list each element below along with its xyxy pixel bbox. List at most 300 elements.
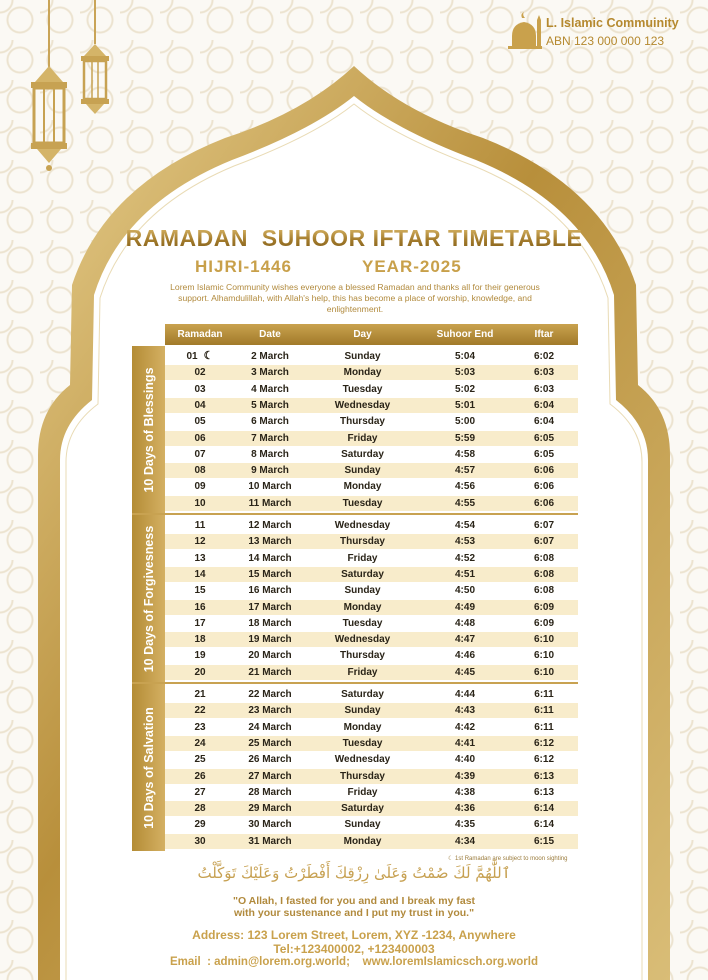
- cell-iftar-time: [510, 736, 578, 751]
- cell-suhoor-time: [420, 632, 510, 647]
- cell-weekday: [305, 632, 420, 647]
- cell-date-text: 26 March: [248, 754, 292, 766]
- cell-iftar-time-text: 6:08: [533, 552, 554, 564]
- table-row: [165, 382, 578, 397]
- cell-weekday: [305, 463, 420, 478]
- cell-iftar-time-text: 6:07: [533, 520, 554, 531]
- cell-weekday: [305, 687, 420, 702]
- cell-weekday-text: Monday: [343, 481, 382, 493]
- table-row: [165, 736, 578, 751]
- cell-weekday-text: Saturday: [341, 568, 384, 580]
- cell-date: [235, 431, 305, 446]
- cell-weekday-text: Monday: [343, 721, 382, 733]
- section-label-text: 10 Days of Salvation: [141, 706, 156, 829]
- cell-ramadan-day-text: 01: [186, 351, 198, 362]
- table-row: [165, 398, 578, 413]
- cell-iftar-time: [510, 567, 578, 582]
- cell-date-text: 17 March: [248, 601, 292, 613]
- cell-ramadan-day: [165, 785, 235, 800]
- cell-iftar-time-text: 6:05: [533, 432, 554, 444]
- cell-date: [235, 496, 305, 511]
- cell-weekday: [305, 479, 420, 494]
- cell-weekday-text: Saturday: [341, 448, 384, 460]
- cell-suhoor-time-text: 4:40: [454, 754, 475, 766]
- cell-date: [235, 665, 305, 680]
- cell-iftar-time-text: 6:10: [533, 650, 554, 662]
- cell-iftar-time-text: 6:06: [533, 497, 554, 509]
- cell-weekday: [305, 616, 420, 631]
- cell-ramadan-day-text: 16: [194, 601, 206, 613]
- cell-date: [235, 518, 305, 533]
- dua-line-1: "O Allah, I fasted for you and and I break my fast: [232, 895, 476, 907]
- table-row: [165, 801, 578, 816]
- cell-iftar-time-text: 6:11: [534, 689, 554, 700]
- cell-date-text: 12 March: [248, 520, 292, 531]
- cell-weekday-text: Monday: [343, 367, 382, 379]
- cell-suhoor-time-text: 5:02: [454, 383, 475, 395]
- cell-date: [235, 703, 305, 718]
- cell-date-text: 4 March: [251, 383, 289, 395]
- cell-suhoor-time-text: 4:54: [454, 520, 475, 531]
- cell-weekday: [305, 834, 420, 849]
- cell-suhoor-time: [420, 414, 510, 429]
- cell-date-text: 14 March: [248, 552, 292, 564]
- cell-date: [235, 632, 305, 647]
- cell-weekday-text: Tuesday: [342, 383, 383, 395]
- cell-weekday-text: Friday: [347, 432, 378, 444]
- cell-ramadan-day-text: 11: [194, 520, 206, 531]
- cell-weekday-text: Friday: [347, 786, 378, 798]
- header-suhoor: Suhoor End: [436, 329, 494, 340]
- cell-weekday-text: Wednesday: [334, 754, 391, 766]
- cell-ramadan-day: [165, 736, 235, 751]
- cell-suhoor-time-text: 4:42: [454, 721, 475, 733]
- cell-date-text: 16 March: [248, 585, 292, 597]
- cell-iftar-time-text: 6:08: [533, 568, 554, 580]
- cell-ramadan-day-text: 26: [194, 770, 206, 782]
- cell-ramadan-day: [165, 414, 235, 429]
- cell-suhoor-time-text: 4:48: [454, 617, 475, 629]
- cell-date: [235, 447, 305, 462]
- cell-ramadan-day-text: 17: [194, 617, 206, 629]
- cell-weekday-text: Sunday: [344, 351, 381, 362]
- cell-suhoor-time-text: 4:57: [454, 465, 475, 477]
- cell-ramadan-day: [165, 365, 235, 380]
- cell-suhoor-time: [420, 518, 510, 533]
- cell-iftar-time: [510, 769, 578, 784]
- cell-suhoor-time-text: 5:01: [454, 399, 475, 411]
- cell-ramadan-day-text: 29: [194, 819, 206, 831]
- cell-date-text: 28 March: [248, 786, 292, 798]
- cell-weekday: [305, 703, 420, 718]
- table-row: [165, 703, 578, 718]
- cell-suhoor-time-text: 4:46: [454, 650, 475, 662]
- cell-date-text: 3 March: [251, 367, 289, 379]
- cell-suhoor-time-text: 4:45: [454, 666, 475, 678]
- cell-ramadan-day: [165, 769, 235, 784]
- cell-date: [235, 785, 305, 800]
- cell-iftar-time-text: 6:14: [533, 803, 554, 815]
- cell-ramadan-day-text: 25: [194, 754, 206, 766]
- cell-weekday-text: Sunday: [344, 465, 381, 477]
- cell-ramadan-day-text: 03: [194, 383, 206, 395]
- organization-abn: ABN 123 000 000 123: [546, 34, 665, 48]
- intro-text: Lorem Islamic Community wishes everyone a blessed Ramadan and thanks all for their generous support. Alhamdulillah, with Allah's help, this has become a place of worship, knowledge, and enlightenment.: [170, 282, 540, 314]
- dua-translation: [0, 895, 708, 919]
- gregorian-year: YEAR-2025: [362, 257, 462, 276]
- cell-iftar-time-text: 6:04: [533, 399, 554, 411]
- cell-weekday: [305, 567, 420, 582]
- cell-date-text: 18 March: [248, 617, 292, 629]
- cell-date-text: 7 March: [251, 432, 289, 444]
- cell-weekday: [305, 365, 420, 380]
- cell-weekday: [305, 447, 420, 462]
- cell-iftar-time: [510, 834, 578, 849]
- header-ramadan: Ramadan: [177, 329, 223, 340]
- cell-ramadan-day: [165, 703, 235, 718]
- cell-ramadan-day-text: 06: [194, 432, 206, 444]
- cell-suhoor-time: [420, 551, 510, 566]
- lantern-large-icon: [22, 0, 76, 175]
- section-label: [132, 684, 165, 851]
- cell-iftar-time: [510, 703, 578, 718]
- cell-ramadan-day: [165, 382, 235, 397]
- cell-weekday: [305, 398, 420, 413]
- table-row: [165, 752, 578, 767]
- cell-ramadan-day: [165, 583, 235, 598]
- cell-date-text: 22 March: [248, 689, 292, 700]
- cell-suhoor-time-text: 4:47: [454, 634, 475, 646]
- cell-ramadan-day-text: 14: [194, 568, 206, 580]
- cell-suhoor-time: [420, 479, 510, 494]
- table-row: [165, 567, 578, 582]
- cell-ramadan-day: [165, 567, 235, 582]
- cell-ramadan-day-text: 09: [194, 481, 206, 493]
- arabic-dua: ٱللَّٰهُمَّ لَكَ صُمْتُ وَعَلَىٰ رِزْقِكَ أَفْطَرْتُ وَعَلَيْكَ تَوَكَّلْتُ: [197, 864, 511, 882]
- cell-iftar-time-text: 6:12: [533, 737, 554, 749]
- cell-iftar-time: [510, 479, 578, 494]
- header-day: Day: [353, 329, 372, 340]
- cell-date: [235, 479, 305, 494]
- cell-iftar-time-text: 6:07: [533, 536, 554, 548]
- table-header: [165, 324, 578, 345]
- cell-iftar-time: [510, 720, 578, 735]
- cell-ramadan-day: [165, 817, 235, 832]
- cell-iftar-time: [510, 382, 578, 397]
- cell-iftar-time-text: 6:15: [533, 835, 554, 847]
- cell-suhoor-time: [420, 720, 510, 735]
- cell-suhoor-time: [420, 769, 510, 784]
- cell-iftar-time: [510, 817, 578, 832]
- mosque-icon: [506, 12, 542, 50]
- cell-date-text: 30 March: [248, 819, 292, 831]
- cell-weekday-text: Thursday: [339, 536, 385, 548]
- cell-weekday-text: Wednesday: [334, 399, 391, 411]
- cell-suhoor-time-text: 4:38: [454, 786, 475, 798]
- cell-ramadan-day-text: 21: [194, 689, 206, 700]
- cell-iftar-time-text: 6:13: [533, 786, 554, 798]
- cell-iftar-time-text: 6:06: [533, 481, 554, 493]
- cell-weekday: [305, 801, 420, 816]
- cell-weekday-text: Sunday: [344, 819, 381, 831]
- cell-ramadan-day-text: 27: [194, 786, 206, 798]
- cell-suhoor-time: [420, 431, 510, 446]
- cell-iftar-time-text: 6:14: [533, 819, 554, 831]
- cell-ramadan-day-text: 18: [194, 634, 206, 646]
- table-row: [165, 720, 578, 735]
- cell-date: [235, 817, 305, 832]
- cell-ramadan-day-text: 05: [194, 416, 206, 428]
- cell-date-text: 25 March: [248, 737, 292, 749]
- cell-iftar-time: [510, 687, 578, 702]
- cell-suhoor-time: [420, 752, 510, 767]
- cell-weekday: [305, 736, 420, 751]
- note-text: 1st Ramadan are subject to moon sighting: [455, 856, 568, 862]
- cell-iftar-time: [510, 398, 578, 413]
- cell-date-text: 19 March: [248, 634, 292, 646]
- cell-suhoor-time: [420, 817, 510, 832]
- cell-suhoor-time-text: 4:34: [454, 835, 475, 847]
- organization-logo: [506, 12, 696, 52]
- cell-date: [235, 365, 305, 380]
- cell-weekday-text: Friday: [347, 666, 378, 678]
- cell-suhoor-time: [420, 600, 510, 615]
- table-row: [165, 632, 578, 647]
- cell-ramadan-day: [165, 398, 235, 413]
- cell-weekday: [305, 349, 420, 364]
- crescent-moon-icon: ☾: [203, 350, 214, 362]
- cell-ramadan-day-text: 02: [194, 367, 206, 379]
- cell-weekday-text: Wednesday: [334, 520, 391, 531]
- cell-date: [235, 414, 305, 429]
- cell-suhoor-time: [420, 365, 510, 380]
- section-divider: [132, 513, 578, 515]
- cell-suhoor-time: [420, 785, 510, 800]
- cell-weekday: [305, 534, 420, 549]
- cell-suhoor-time-text: 4:36: [454, 803, 475, 815]
- cell-weekday: [305, 817, 420, 832]
- cell-weekday-text: Monday: [343, 601, 382, 613]
- cell-iftar-time-text: 6:09: [533, 601, 554, 613]
- cell-ramadan-day-text: 19: [194, 650, 206, 662]
- email-website: Email : admin@lorem.org.world; www.loremIslamicsch.org.world: [170, 956, 538, 968]
- table-row: [165, 785, 578, 800]
- cell-weekday-text: Tuesday: [342, 617, 383, 629]
- cell-weekday: [305, 785, 420, 800]
- cell-suhoor-time-text: 4:52: [454, 552, 475, 564]
- cell-date: [235, 769, 305, 784]
- cell-weekday-text: Saturday: [341, 689, 384, 700]
- cell-suhoor-time: [420, 447, 510, 462]
- cell-suhoor-time-text: 4:39: [454, 770, 475, 782]
- cell-iftar-time-text: 6:05: [533, 448, 554, 460]
- cell-suhoor-time-text: 4:41: [454, 737, 475, 749]
- cell-date: [235, 648, 305, 663]
- cell-date-text: 31 March: [248, 835, 292, 847]
- cell-ramadan-day-text: 07: [194, 448, 206, 460]
- cell-iftar-time: [510, 431, 578, 446]
- cell-date: [235, 834, 305, 849]
- cell-suhoor-time: [420, 801, 510, 816]
- cell-suhoor-time-text: 4:58: [454, 448, 475, 460]
- cell-suhoor-time: [420, 496, 510, 511]
- cell-ramadan-day-text: 20: [194, 666, 206, 678]
- moon-sighting-note: ☾ 1st Ramadan are subject to moon sighting: [448, 856, 568, 862]
- cell-suhoor-time-text: 4:49: [454, 601, 475, 613]
- cell-date-text: 27 March: [248, 770, 292, 782]
- cell-iftar-time-text: 6:06: [533, 465, 554, 477]
- cell-ramadan-day: [165, 551, 235, 566]
- section-label: [132, 346, 165, 513]
- table-row: [165, 518, 578, 533]
- cell-ramadan-day: [165, 834, 235, 849]
- cell-ramadan-day: [165, 720, 235, 735]
- cell-date-text: 6 March: [251, 416, 289, 428]
- cell-date-text: 23 March: [248, 705, 292, 717]
- cell-weekday: [305, 496, 420, 511]
- cell-date: [235, 382, 305, 397]
- table-row: [165, 551, 578, 566]
- cell-weekday: [305, 431, 420, 446]
- cell-date-text: 8 March: [251, 448, 289, 460]
- cell-ramadan-day: [165, 632, 235, 647]
- cell-iftar-time: [510, 632, 578, 647]
- cell-ramadan-day: [165, 447, 235, 462]
- cell-date: [235, 752, 305, 767]
- cell-iftar-time: [510, 785, 578, 800]
- cell-weekday-text: Friday: [347, 552, 378, 564]
- cell-suhoor-time-text: 5:59: [454, 432, 475, 444]
- cell-iftar-time: [510, 801, 578, 816]
- section-label-text: 10 Days of Forgivesness: [141, 525, 156, 672]
- cell-suhoor-time: [420, 583, 510, 598]
- cell-ramadan-day-text: 12: [194, 536, 206, 548]
- table-row: [165, 496, 578, 511]
- cell-ramadan-day: [165, 687, 235, 702]
- cell-weekday-text: Sunday: [344, 705, 381, 717]
- table-row: [165, 463, 578, 478]
- cell-weekday-text: Thursday: [339, 650, 385, 662]
- cell-date: [235, 600, 305, 615]
- table-row: [165, 479, 578, 494]
- cell-date-text: 24 March: [248, 721, 292, 733]
- cell-date: [235, 801, 305, 816]
- cell-iftar-time-text: 6:11: [534, 705, 554, 717]
- table-row: [165, 349, 578, 364]
- cell-suhoor-time-text: 5:04: [454, 351, 475, 362]
- cell-iftar-time: [510, 518, 578, 533]
- cell-iftar-time-text: 6:08: [533, 585, 554, 597]
- cell-iftar-time-text: 6:13: [533, 770, 554, 782]
- cell-weekday: [305, 583, 420, 598]
- cell-ramadan-day: [165, 752, 235, 767]
- cell-date-text: 11 March: [248, 497, 292, 509]
- cell-weekday-text: Tuesday: [342, 737, 383, 749]
- cell-iftar-time: [510, 600, 578, 615]
- cell-ramadan-day-text: 24: [194, 737, 206, 749]
- cell-suhoor-time: [420, 665, 510, 680]
- table-row: [165, 365, 578, 380]
- telephone: Tel:+123400002, +123400003: [273, 942, 435, 956]
- cell-ramadan-day: [165, 801, 235, 816]
- table-row: [165, 600, 578, 615]
- cell-weekday-text: Wednesday: [334, 634, 391, 646]
- table-row: [165, 583, 578, 598]
- cell-date: [235, 687, 305, 702]
- cell-weekday-text: Saturday: [341, 803, 384, 815]
- dua-line-2: with your sustenance and I put my trust in you.": [233, 907, 475, 919]
- cell-date-text: 20 March: [248, 650, 292, 662]
- cell-ramadan-day: [165, 479, 235, 494]
- section-divider: [132, 682, 578, 684]
- table-row: [165, 616, 578, 631]
- page-title: RAMADAN SUHOOR IFTAR TIMETABLE: [0, 225, 708, 252]
- cell-ramadan-day-text: 30: [194, 835, 206, 847]
- cell-date: [235, 583, 305, 598]
- table-row: [165, 687, 578, 702]
- cell-iftar-time-text: 6:10: [533, 666, 554, 678]
- cell-iftar-time: [510, 665, 578, 680]
- cell-date-text: 2 March: [251, 351, 289, 362]
- cell-suhoor-time-text: 4:50: [454, 585, 475, 597]
- cell-weekday: [305, 382, 420, 397]
- cell-suhoor-time-text: 4:53: [454, 536, 475, 548]
- cell-date: [235, 567, 305, 582]
- cell-weekday: [305, 648, 420, 663]
- header-iftar: Iftar: [534, 329, 554, 340]
- cell-weekday-text: Thursday: [339, 770, 385, 782]
- cell-weekday-text: Sunday: [344, 585, 381, 597]
- cell-date-text: 29 March: [248, 803, 292, 815]
- cell-weekday: [305, 414, 420, 429]
- cell-date-text: 15 March: [248, 568, 292, 580]
- cell-date: [235, 463, 305, 478]
- cell-date: [235, 720, 305, 735]
- cell-suhoor-time-text: 4:56: [454, 481, 475, 493]
- cell-date: [235, 349, 305, 364]
- table-row: [165, 431, 578, 446]
- cell-suhoor-time-text: 4:35: [454, 819, 475, 831]
- cell-weekday: [305, 769, 420, 784]
- table-row: [165, 665, 578, 680]
- cell-date-text: 21 March: [248, 666, 292, 678]
- table-row: [165, 534, 578, 549]
- cell-suhoor-time: [420, 736, 510, 751]
- table-row: [165, 834, 578, 849]
- header-date: Date: [259, 329, 281, 340]
- cell-ramadan-day-text: 28: [194, 803, 206, 815]
- cell-iftar-time: [510, 447, 578, 462]
- cell-weekday: [305, 551, 420, 566]
- cell-suhoor-time-text: 4:44: [454, 689, 475, 700]
- cell-suhoor-time: [420, 382, 510, 397]
- cell-ramadan-day: [165, 518, 235, 533]
- cell-date-text: 13 March: [248, 536, 292, 548]
- cell-iftar-time-text: 6:09: [533, 617, 554, 629]
- cell-iftar-time: [510, 752, 578, 767]
- cell-iftar-time-text: 6:04: [533, 416, 554, 428]
- organization-name: L. Islamic Commuinity: [546, 16, 679, 30]
- cell-ramadan-day: [165, 349, 235, 364]
- table-row: [165, 817, 578, 832]
- table-row: [165, 414, 578, 429]
- cell-ramadan-day-text: 04: [194, 399, 206, 411]
- cell-iftar-time-text: 6:03: [533, 367, 554, 379]
- table-row: [165, 769, 578, 784]
- cell-ramadan-day-text: 10: [194, 497, 206, 509]
- cell-date: [235, 616, 305, 631]
- cell-suhoor-time: [420, 648, 510, 663]
